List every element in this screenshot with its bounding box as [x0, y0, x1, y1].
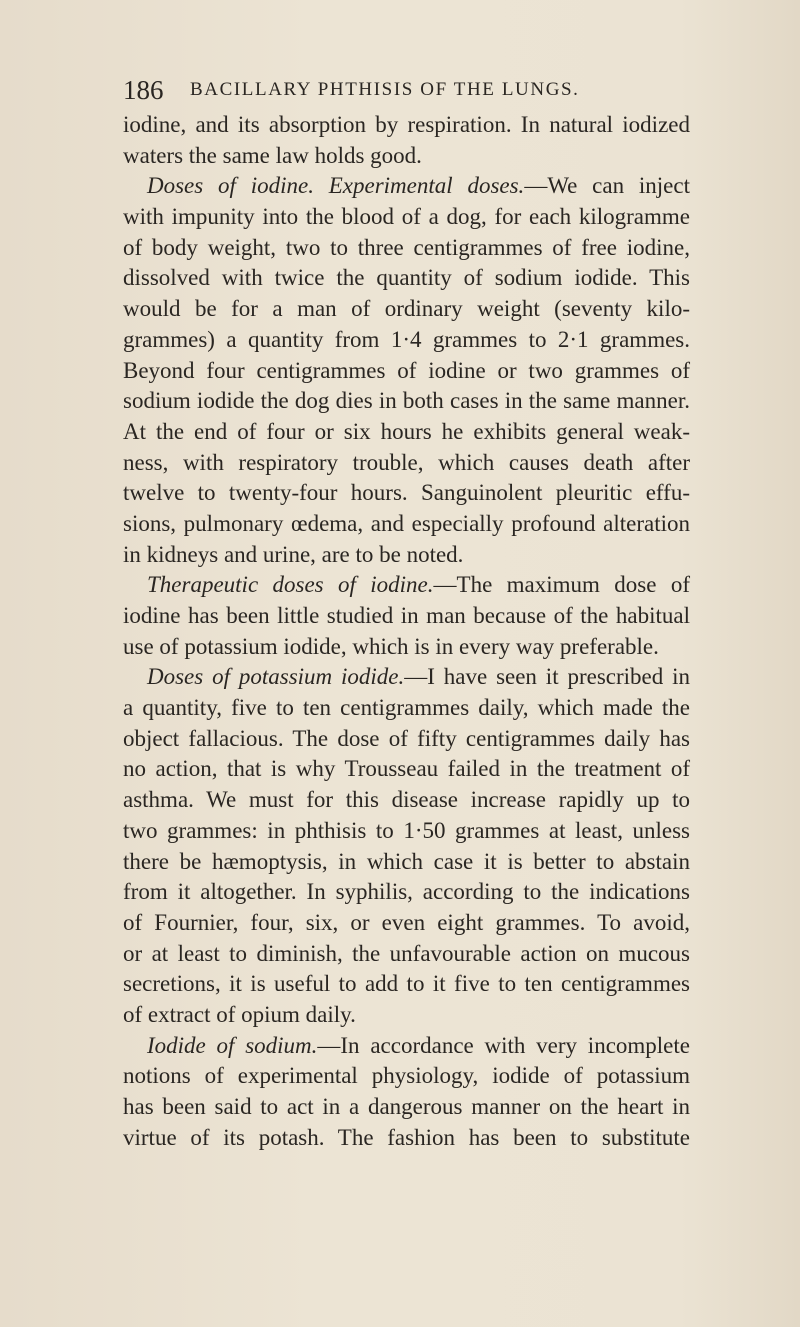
text-line: asthma. We must for this disease increase rapidly up to [123, 787, 690, 813]
text-line: secretions, it is useful to add to it five to ten centigrammes [123, 971, 690, 997]
text-line: no action, that is why Trousseau failed in the treatment of [123, 756, 690, 782]
text-line: ness, with respiratory trouble, which causes death after [123, 449, 690, 475]
text-line: from it altogether. In syphilis, according to the indications [123, 879, 690, 905]
section-heading-potassium-rest: —I have seen it prescribed in [404, 664, 690, 690]
text-line: iodine has been little studied in man because of the habitual [123, 603, 690, 628]
text-line: notions of experimental physiology, iodide of potassium [123, 1063, 690, 1089]
text-line: of body weight, two to three centigrammes of free iodine, [123, 234, 690, 260]
text-line: iodine, and its absorption by respiration. In natural iodized [123, 112, 690, 137]
text-line: grammes) a quantity from 1·4 grammes to 2·1 grammes. [123, 326, 690, 352]
text-line-heading-therapeutic [123, 570, 690, 601]
text-line: has been said to act in a dangerous manner on the heart in [123, 1094, 690, 1119]
text-line: object fallacious. The dose of fifty centigrammes daily has [123, 725, 690, 751]
text-line: Beyond four centigrammes of iodine or two grammes of [123, 357, 690, 383]
text-line-heading-potassium [123, 662, 690, 693]
text-line: virtue of its potash. The fashion has been to substitute [123, 1124, 690, 1150]
page-header [123, 70, 683, 110]
page-number: 186 [123, 75, 164, 105]
section-heading-doses-of-iodine: Doses of iodine. Experimental doses. [147, 173, 525, 199]
text-line: with impunity into the blood of a dog, for each kilogramme [123, 204, 690, 230]
section-heading-sodium-rest: —In accordance with very incomplete [317, 1032, 690, 1058]
section-heading-iodide-of-sodium: Iodide of sodium. [147, 1032, 318, 1058]
section-heading-therapeutic-rest: —The maximum dose of [433, 572, 690, 598]
text-line: there be hæmoptysis, in which case it is better to abstain [123, 848, 690, 874]
body-text [123, 110, 690, 1153]
text-line: use of potassium iodide, which is in every way preferable. [123, 633, 659, 659]
text-line-heading-doses-of-iodine [123, 171, 690, 202]
text-line: a quantity, five to ten centigrammes daily, which made the [123, 695, 690, 721]
running-head: BACILLARY PHTHISIS OF THE LUNGS. [190, 79, 580, 100]
text-line: of extract of opium daily. [123, 1001, 356, 1027]
section-heading-doses-rest: —We can inject [524, 173, 690, 199]
text-line: At the end of four or six hours he exhibits general weak- [123, 418, 690, 444]
text-line: in kidneys and urine, are to be noted. [123, 541, 464, 567]
text-line: would be for a man of ordinary weight (seventy kilo- [123, 296, 690, 322]
text-line: of Fournier, four, six, or even eight grammes. To avoid, [123, 909, 690, 935]
text-line: dissolved with twice the quantity of sodium iodide. This [123, 265, 690, 291]
text-line: or at least to diminish, the unfavourable action on mucous [123, 940, 690, 966]
text-line: sodium iodide the dog dies in both cases in the same manner. [123, 388, 690, 414]
section-heading-potassium-iodide: Doses of potassium iodide. [147, 664, 405, 690]
text-line-heading-sodium [123, 1031, 690, 1062]
text-line: twelve to twenty-four hours. Sanguinolent pleuritic effu- [123, 480, 690, 506]
section-heading-therapeutic-doses: Therapeutic doses of iodine. [147, 572, 434, 598]
text-line: sions, pulmonary œdema, and especially profound alteration [123, 510, 690, 536]
text-line: waters the same law holds good. [123, 142, 422, 168]
text-line: two grammes: in phthisis to 1·50 grammes at least, unless [123, 817, 690, 843]
